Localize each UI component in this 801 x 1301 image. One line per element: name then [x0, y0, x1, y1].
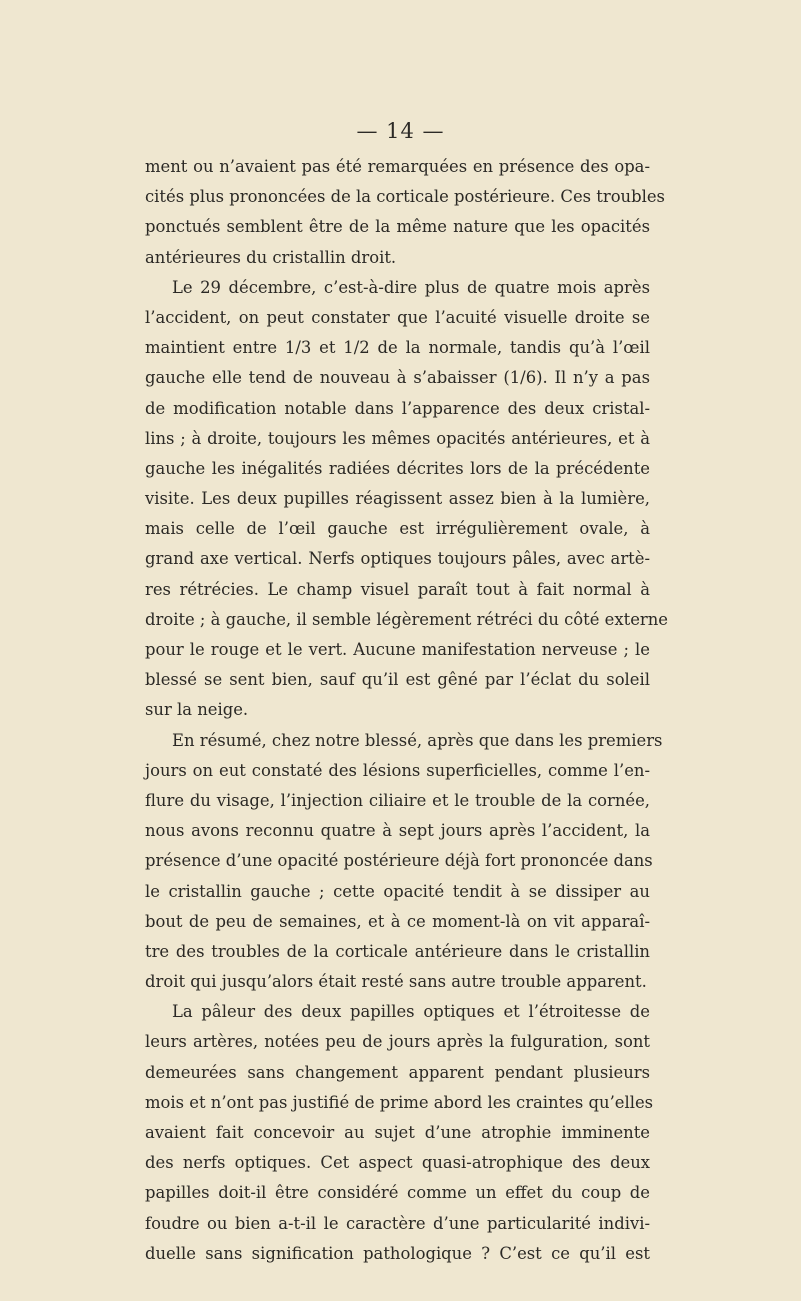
text-line: foudre ou bien a-t-il le caractère d’une particularité indivi-: [145, 1213, 650, 1233]
body-text: [145, 152, 668, 1269]
text-line: duelle sans signification pathologique ? C’est ce qu’il est: [145, 1243, 650, 1263]
text-line: des nerfs optiques. Cet aspect quasi-atrophique des deux: [145, 1153, 650, 1173]
text-line: avaient fait concevoir au sujet d’une atrophie imminente: [145, 1123, 650, 1142]
text-line: mais celle de l’œil gauche est irrégulièrement ovale, à: [145, 519, 650, 539]
text-line: droite ; à gauche, il semble légèrement rétréci du côté externe: [145, 609, 668, 629]
text-line: bout de peu de semaines, et à ce moment-là on vit apparaî-: [145, 911, 650, 931]
text-line: tre des troubles de la corticale antérieure dans le cristallin: [145, 941, 650, 961]
text-line: gauche les inégalités radiées décrites lors de la précédente: [145, 458, 650, 478]
text-line: grand axe vertical. Nerfs optiques toujours pâles, avec artè-: [145, 549, 650, 569]
text-line: antérieures du cristallin droit.: [145, 247, 397, 267]
text-line: lins ; à droite, toujours les mêmes opacités antérieures, et à: [145, 428, 650, 448]
text-line: ment ou n’avaient pas été remarquées en présence des opa-: [145, 157, 650, 176]
text-line: papilles doit-il être considéré comme un effet du coup de: [145, 1183, 650, 1203]
text-line: ponctués semblent être de la même nature que les opacités: [145, 217, 650, 237]
text-line: le cristallin gauche ; cette opacité tendit à se dissiper au: [145, 881, 650, 901]
text-line: visite. Les deux pupilles réagissent assez bien à la lumière,: [145, 489, 650, 509]
text-line: jours on eut constaté des lésions superficielles, comme l’en-: [145, 760, 650, 780]
text-line: maintient entre 1/3 et 1/2 de la normale, tandis qu’à l’œil: [145, 338, 650, 358]
text-line: res rétrécies. Le champ visuel paraît tout à fait normal à: [145, 579, 650, 599]
text-line: flure du visage, l’injection ciliaire et le trouble de la cornée,: [145, 790, 650, 810]
text-line: droit qui jusqu’alors était resté sans autre trouble apparent.: [145, 972, 647, 992]
text-line: mois et n’ont pas justifié de prime abord les craintes qu’elles: [145, 1092, 654, 1112]
text-line: La pâleur des deux papilles optiques et l’étroitesse de: [172, 1002, 650, 1022]
text-line: demeurées sans changement apparent pendant plusieurs: [145, 1062, 650, 1082]
text-line: En résumé, chez notre blessé, après que dans les premiers: [172, 730, 663, 750]
text-line: de modification notable dans l’apparence des deux cristal-: [145, 398, 650, 418]
page-number: — 14 —: [356, 119, 445, 143]
text-line: nous avons reconnu quatre à sept jours après l’accident, la: [145, 821, 650, 841]
text-line: gauche elle tend de nouveau à s’abaisser (1/6). Il n’y a pas: [145, 368, 650, 388]
text-line: blessé se sent bien, sauf qu’il est gêné par l’éclat du soleil: [145, 670, 650, 690]
text-line: cités plus prononcées de la corticale postérieure. Ces troubles: [145, 187, 665, 207]
text-line: pour le rouge et le vert. Aucune manifestation nerveuse ; le: [145, 640, 650, 659]
text-line: l’accident, on peut constater que l’acuité visuelle droite se: [145, 307, 650, 327]
text-line: sur la neige.: [145, 700, 249, 720]
text-line: présence d’une opacité postérieure déjà fort prononcée dans: [145, 851, 653, 871]
text-line: leurs artères, notées peu de jours après la fulguration, sont: [145, 1032, 650, 1052]
text-line: Le 29 décembre, c’est-à-dire plus de quatre mois après: [172, 277, 650, 297]
